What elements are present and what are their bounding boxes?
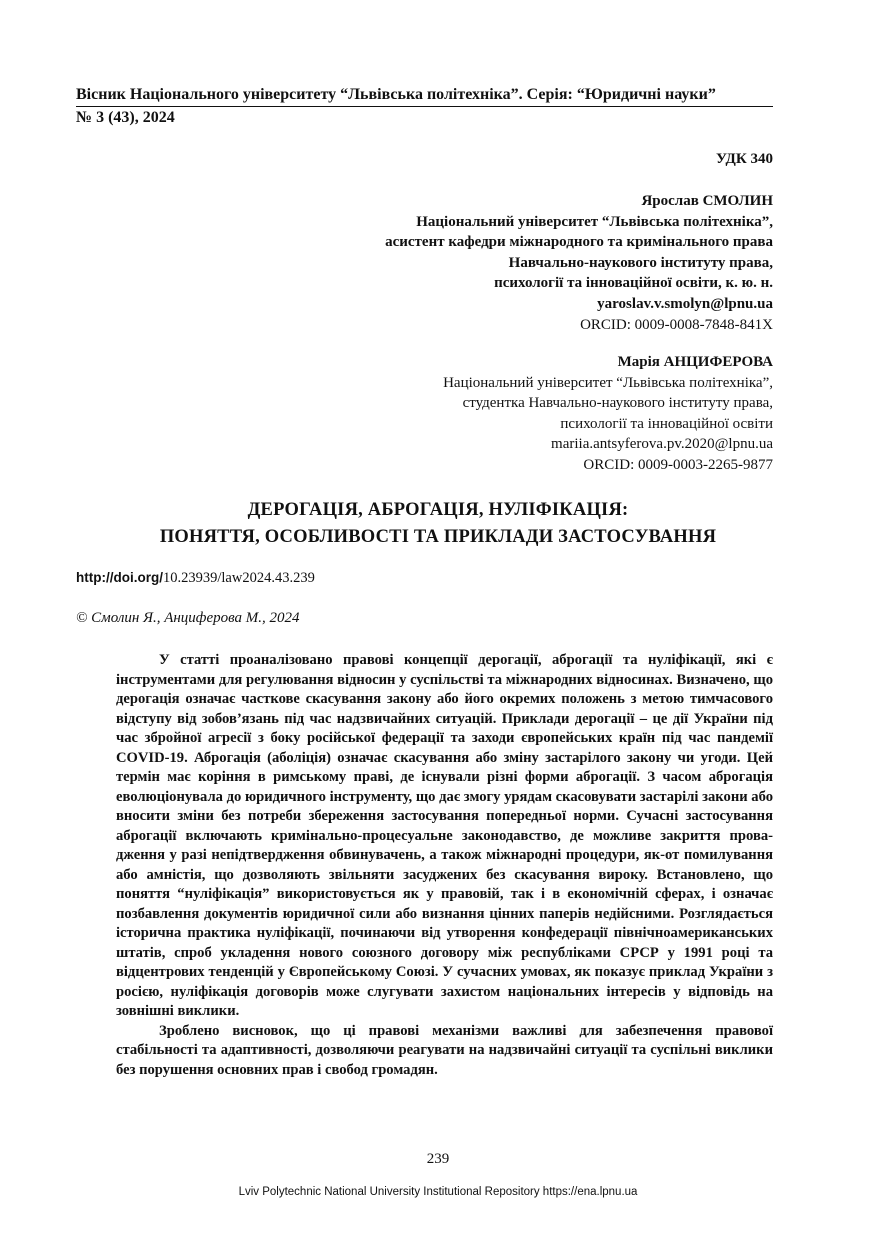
author-institute: психології та інноваційної освіти	[560, 415, 773, 432]
author-block-2	[443, 352, 773, 476]
abstract-paragraph-1: У статті проаналізовано правові концепції дерогації, аброгації та нуліфікації, які є інструментами для регулювання відносин у суспільстві та міжнародних відносинах. Визначено, що дерогація означає часткове скасування закону або його окремих положень з метою тимчасового відступу від зобов’язань під час надзвичайних ситуацій. Приклади дерогації – це дії України під час збройної агресії з боку російської федерації та заходи європейських країн під час пандемії COVID-19. Аброгація (аболіція) означає скасування або зміну застарілого закону чи угоди. Цей термін має коріння в римському праві, де існували різні форми аброгації. З часом аброгація еволюціонувала до юридичного інструменту, що дає змогу урядам скасовувати застарілі закони або вносити зміни без потреби збереження застосування попередньої норми. Сучасні застосування аброгації включають кримінально-процесуальне законодавство, де можливе закриття провадження у разі непідтвердження обвинувачень, а також міжнародні процедури, як-от помилування або амністія, що дозволяють звільняти засуджених без скасування вироку. Встановлено, що поняття “нуліфікація” використовується як у правовій, так і в економічній сферах, і означає позбавлення документів юридичної сили або визнання цінних паперів недійсними. Розглядається історична практика нуліфікації, починаючи від утворення конфедерації північноамериканських штатів, спроб укладення нового союзного договору між республіками СРСР у 1991 році та відцентрових тенденцій у Європейському Союзі. У сучасних умовах, як показує приклад України з росією, нуліфікація договорів може слугувати захистом національних інтересів у відповідь на зовнішні виклики.	[116, 652, 773, 1019]
abstract	[116, 651, 773, 1080]
article-title-line-2: ПОНЯТТЯ, ОСОБЛИВОСТІ ТА ПРИКЛАДИ ЗАСТОСУВАННЯ	[159, 527, 717, 547]
doi-link[interactable]	[76, 570, 315, 587]
doi-id[interactable]: 10.23939/law2024.43.239	[162, 570, 315, 586]
author-position: студентка Навчально-наукового інституту права,	[462, 395, 773, 412]
author-affiliation: Національний університет “Львівська політехніка”,	[443, 374, 773, 391]
author-position: асистент кафедри міжнародного та кримінального права	[385, 234, 773, 251]
author-orcid: ORCID: 0009-0003-2265-9877	[583, 456, 773, 473]
author-orcid: ORCID: 0009-0008-7848-841X	[580, 316, 773, 333]
abstract-paragraph-2: Зроблено висновок, що ці правові механізми важливі для забезпечення правової стабільності та адаптивності, дозволяючи реагувати на надзвичайні ситуації та суспільні виклики без порушення основних прав і свобод громадян.	[116, 1022, 773, 1078]
author-name: Ярослав СМОЛИН	[641, 193, 773, 209]
udk-code: УДК 340	[716, 151, 773, 167]
article-title	[76, 497, 800, 551]
author-affiliation: Національний університет “Львівська політехніка”,	[416, 213, 773, 230]
article-title-line-1: ДЕРОГАЦІЯ, АБРОГАЦІЯ, НУЛІФІКАЦІЯ:	[247, 500, 629, 520]
doi-prefix[interactable]: http://doi.org/	[76, 570, 163, 585]
issue-number: № 3 (43), 2024	[76, 109, 175, 126]
author-email[interactable]: mariia.antsyferova.pv.2020@lpnu.ua	[551, 436, 773, 453]
repository-footer: Lviv Polytechnic National University Institutional Repository https://ena.lpnu.ua	[238, 1186, 638, 1198]
page-number: 239	[426, 1151, 450, 1167]
author-block-1	[385, 191, 773, 335]
copyright-line: © Смолин Я., Анциферова М., 2024	[76, 610, 300, 626]
author-institute-cont: психології та інноваційної освіти, к. ю. н.	[494, 275, 773, 292]
author-email[interactable]: yaroslav.v.smolyn@lpnu.ua	[597, 295, 773, 312]
author-institute: Навчально-наукового інституту права,	[508, 254, 773, 271]
journal-title: Вісник Національного університету “Львівська політехніка”. Серія: “Юридичні науки”	[76, 86, 773, 107]
author-name: Марія АНЦИФЕРОВА	[617, 354, 773, 370]
